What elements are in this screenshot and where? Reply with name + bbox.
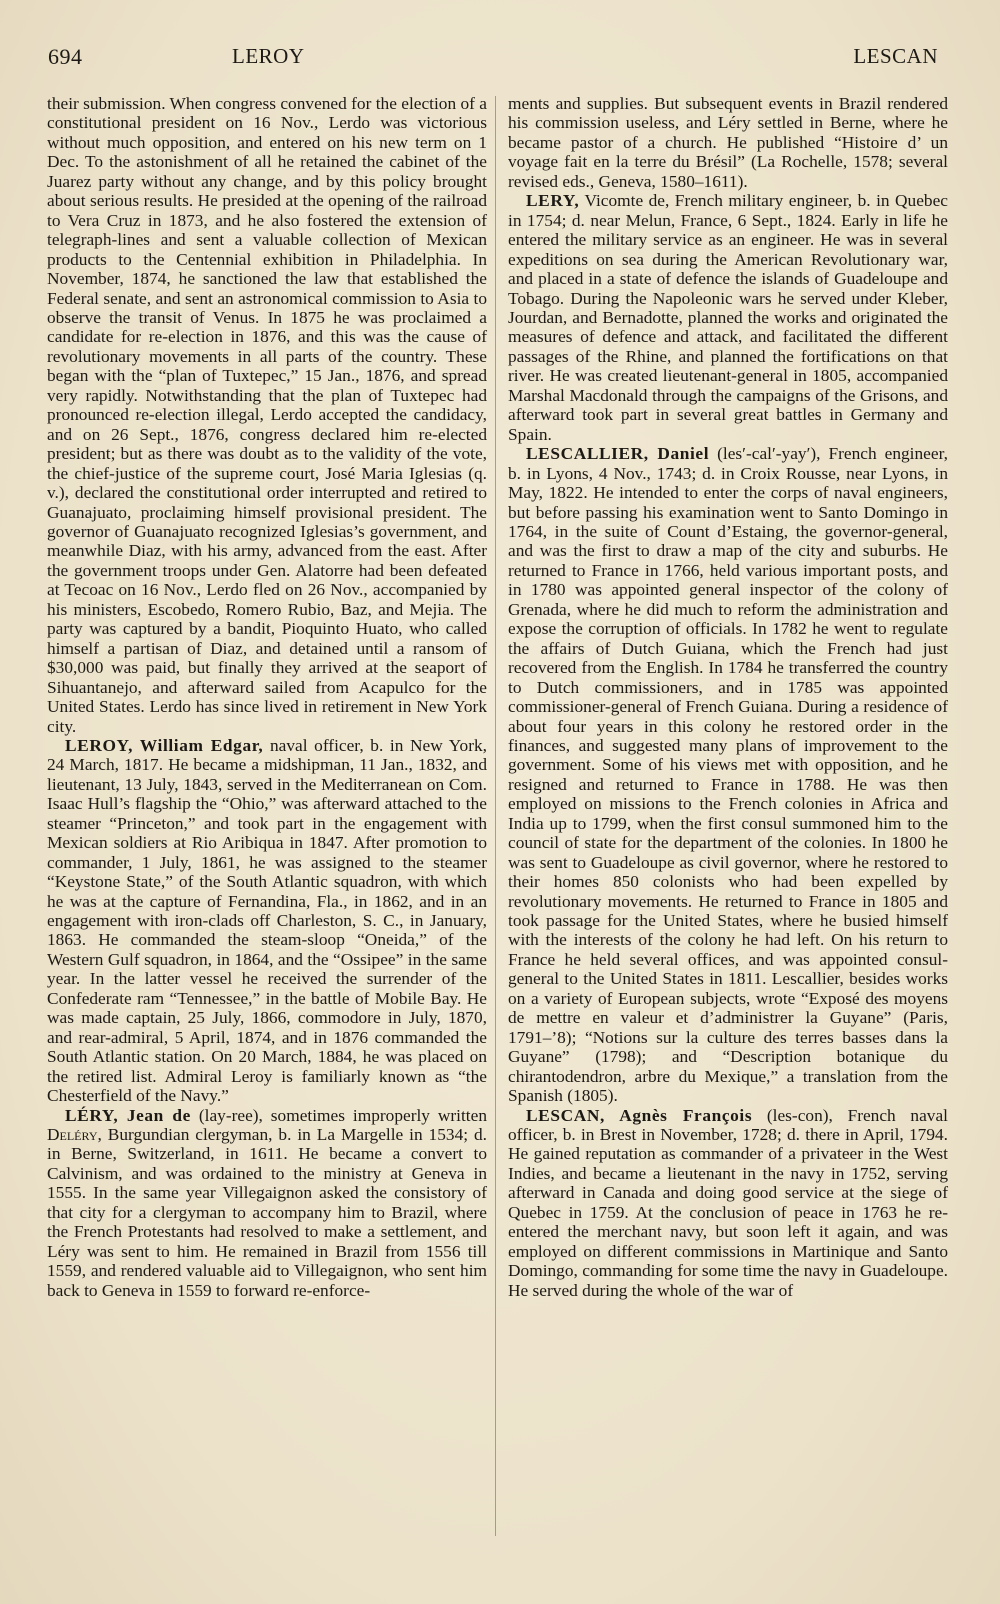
right-column: [508, 94, 948, 1300]
entry-lescan: [508, 1106, 948, 1301]
entry-lescallier: [508, 444, 948, 1105]
entry-text: naval officer, b. in New York, 24 March, 1817. He became a midshipman, 11 Jan., 1832, and lieutenant, 13 July, 1843, served in the Mediterranean on Com. Isaac Hull’s flagship the “Ohio,” was afterward attached to the steamer “Princeton,” and took part in the engagement with Mexican soldiers at Rio Aribiqua in 1847. After promotion to commander, 1 July, 1861, he was assigned to the steamer “Keystone State,” of the South Atlantic squadron, with which he was at the capture of Fernandina, Fla., in 1862, and in an engagement with iron-clads off Charleston, S. C., in January, 1863. He commanded the steam-sloop “Oneida,” of the Western Gulf squadron, in 1864, and the “Ossipee” in the same year. In the latter vessel he received the surrender of the Confederate ram “Tennessee,” in the battle of Mobile Bay. He was made captain, 25 July, 1866, commodore in July, 1870, and rear-admiral, 5 April, 1874, and in 1876 commanded the South Atlantic station. On 20 March, 1884, he was placed on the retired list. Admiral Leroy is familiarly known as “the Chesterfield of the Navy.”: [47, 735, 487, 1106]
left-running-title: LEROY: [232, 44, 305, 68]
entry-headword: LEROY, William Edgar,: [65, 735, 264, 755]
entry-lery-jean: [47, 1106, 487, 1301]
entry-headword: LESCAN, Agnès François: [526, 1105, 753, 1125]
entry-text: (lay-ree), sometimes improperly written: [198, 1105, 487, 1125]
entry-headword: LÉRY, Jean de: [65, 1105, 191, 1125]
running-head: [48, 44, 950, 74]
entry-headword: LERY,: [526, 191, 580, 211]
column-divider: [495, 96, 496, 1536]
left-column: [47, 94, 487, 1300]
page-number: 694: [48, 44, 83, 69]
entry-lery-vicomte: [508, 191, 948, 444]
lerdo-continuation-paragraph: their submission. When congress convened for the election of a constitutional president on 16 Nov., Lerdo was victorious without much opposition, and entered on his new term on 1 Dec. To the astonishment of all he retained the cabinet of the Juarez party without any change, and by this policy brought about serious results. He presided at the opening of the railroad to Vera Cruz in 1873, and he also fostered the extension of telegraph-lines and sent a valuable collection of Mexican products to the Centennial exhibition in Philadelphia. In November, 1874, he sanctioned the law that established the Federal senate, and sent an astronomical commission to Asia to observe the transit of Venus. In 1875 he was proclaimed a candidate for re-election in 1876, and this was the cause of revolutionary movements in all parts of the country. These began with the “plan of Tuxtepec,” 15 Jan., 1876, and spread very rapidly. Notwithstanding that the plan of Tuxtepec had pronounced re-election illegal, Lerdo accepted the candidacy, and on 26 Sept., 1876, congress declared him re-elected president; but as there was doubt as to the validity of the vote, the chief-justice of the supreme court, José Maria Iglesias (q. v.), declared the constitutional order interrupted and retired to Guanajuato, proclaiming himself provisional president. The governor of Guanajuato recognized Iglesias’s government, and meanwhile Diaz, with his army, advanced from the east. After the government troops under Gen. Alatorre had been defeated at Tecoac on 16 Nov., Lerdo fled on 26 Nov., accompanied by his ministers, Escobedo, Romero Rubio, Baz, and Mejia. The party was captured by a bandit, Pioquinto Huato, who called himself a partisan of Diaz, and detained until a ransom of $30,000 was paid, but finally they arrived at the seaport of Sihuantanejo, and afterward sailed from Acapulco for the United States. Lerdo has since lived in retirement in New York city.: [47, 94, 487, 736]
entry-alias: Deléry: [47, 1125, 98, 1145]
entry-text: (les′-cal′-yay′), French engineer, b. in Lyons, 4 Nov., 1743; d. in Croix Rousse, near Lyons, in May, 1822. He intended to enter the corps of naval engineers, but before passing his examination went to Santo Domingo in 1764, in the suite of Count d’Estaing, the governor-general, and was the first to draw a map of the city and suburbs. He returned to France in 1766, held various important posts, and in 1780 was appointed general inspector of the colony of Grenada, where he did much to reform the administration and expose the corruption of officials. In 1782 he went to regulate the affairs of Dutch Guiana, which the French had just recovered from the English. In 1784 he transferred the country to Dutch commissioners, and in 1785 was appointed commissioner-general of French Guiana. During a residence of about four years in this colony he restored order in the finances, and suggested many plans of improvement to the government. Some of his views met with opposition, and he resigned and returned to France in 1788. He was then employed on missions to the French colonies in Africa and India up to 1799, when the first consul summoned him to the council of state for the department of the colonies. In 1800 he was sent to Guadeloupe as civil governor, where he restored to their homes 850 colonists who had been expelled by revolutionary movements. He returned to France in 1805 and took passage for the United States, where he busied himself with the interests of the colony he had left. On his return to France he held several offices, and was appointed consul-general to the United States in 1811. Lescallier, besides works on a variety of European subjects, wrote “Exposé des moyens de mettre en valeur et d’administrer la Guyane” (Paris, 1791–’8); “Notions sur la culture des terres basses dans la Guyane” (1798); and “Description botanique du chirantodendron, arbre du Mexique,” a translation from the Spanish (1805).: [508, 444, 948, 1106]
entry-text: Vicomte de, French military engineer, b. in Quebec in 1754; d. near Melun, France, 6 Sept., 1824. Early in life he entered the military service as an engineer. He was in several expeditions on sea during the American Revolutionary war, and placed in a state of defence the islands of Guadeloupe and Tobago. During the Napoleonic wars he served under Kleber, Jourdan, and Bernadotte, planned the works and originated the measures of defence and attack, and facilitated the different passages of the Rhine, and planned the fortifications on that river. He was created lieutenant-general in 1805, accompanied Marshal Macdonald through the campaigns of the Grisons, and afterward took part in several great battles in Germany and Spain.: [508, 191, 948, 444]
entry-headword: LESCALLIER, Daniel: [526, 444, 710, 464]
right-running-title: LESCAN: [853, 44, 938, 68]
entry-leroy: [47, 736, 487, 1106]
entry-text: , Burgundian clergyman, b. in La Margelle in 1534; d. in Berne, Switzerland, in 1611. He became a convert to Calvinism, and was ordained to the ministry at Geneva in 1555. In the same year Villegaignon asked the consistory of that city for a clergyman to accompany him to Brazil, where the French Protestants had resolved to make a settlement, and Léry was sent to him. He remained in Brazil from 1556 till 1559, and rendered valuable aid to Villegaignon, who sent him back to Geneva in 1559 to forward re-enforce-: [47, 1125, 487, 1300]
lery-jean-continuation-paragraph: ments and supplies. But subsequent events in Brazil rendered his commission useless, and Léry settled in Berne, where he became pastor of a church. He published “Histoire d’ un voyage fait en la terre du Brésil” (La Rochelle, 1578; several revised eds., Geneva, 1580–1611).: [508, 94, 948, 191]
entry-text: (les-con), French naval officer, b. in Brest in November, 1728; d. there in April, 1794. He gained reputation as commander of a privateer in the West Indies, and became a lieutenant in the navy in 1752, serving afterward in Canada and doing good service at the siege of Quebec in 1759. At the conclusion of peace in 1763 he re-entered the merchant navy, but soon left it again, and was employed on different commissions in Martinique and Santo Domingo, commanding for some time the navy in Guadeloupe. He served during the whole of the war of: [508, 1105, 948, 1300]
